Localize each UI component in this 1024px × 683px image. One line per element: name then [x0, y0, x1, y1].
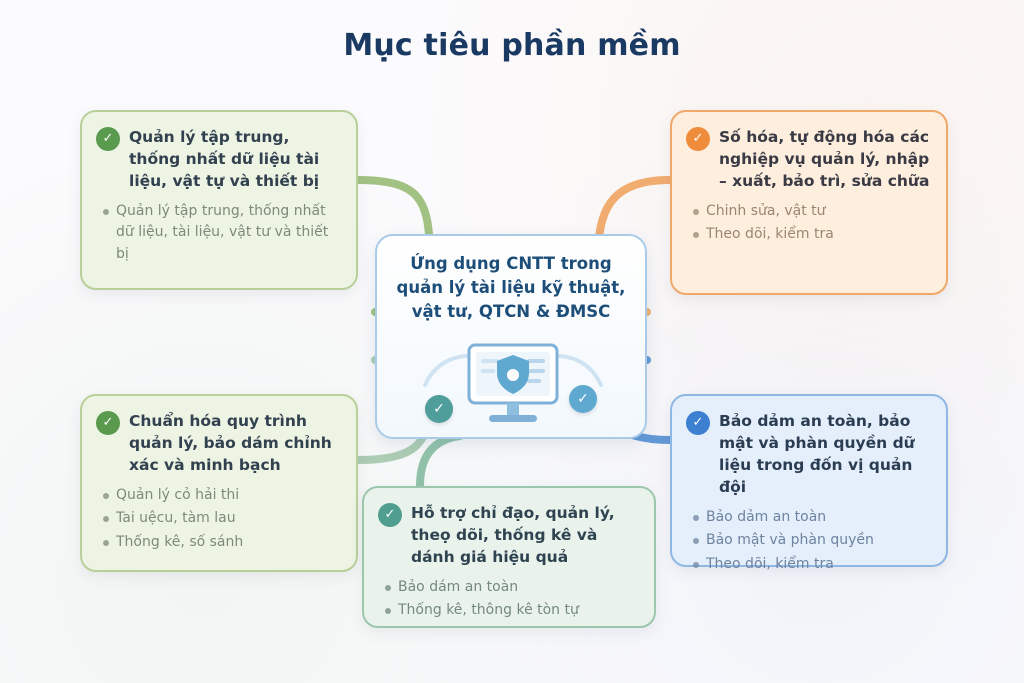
center-node-title: Ứng dụng CNTT trong quản lý tài liệu kỹ thuật, vật tư, QTCN & ĐMSC [396, 254, 626, 321]
list-item: Bảo dảm an toàn [706, 507, 930, 528]
center-node [375, 234, 647, 439]
card-bullet-list [96, 201, 340, 265]
list-item: Quản lý tập trung, thống nhất dữ liệu, tài liệu, vật tư và thiết bị [116, 201, 340, 265]
card-bullet-list [96, 485, 340, 553]
check-icon: ✓ [686, 127, 710, 151]
card-header [686, 410, 930, 498]
card-bullet-list [378, 577, 638, 622]
list-item: Theo dõi, kiểm tra [706, 554, 930, 575]
card-heading: Quản lý tập trung, thống nhất dữ liệu tài liệu, vật tự và thiết bị [129, 128, 320, 190]
card-header [378, 502, 638, 568]
card-bullet-list [686, 507, 930, 575]
page-title: Mục tiêu phần mềm [343, 28, 681, 63]
check-badge-right: ✓ [569, 385, 597, 413]
check-icon: ✓ [96, 127, 120, 151]
card-header [96, 126, 340, 192]
card-heading: Chuẩn hóa quy trình quản lý, bảo dám chỉnh xác và minh bạch [129, 412, 332, 474]
card-heading: Hỗ trợ chỉ đạo, quản lý, theọ dõi, thống kê và dánh giá hiệu quả [411, 504, 615, 566]
card-header [96, 410, 340, 476]
computer-illustration [377, 339, 645, 431]
card-so-hoa-tu-dong-hoa[interactable] [670, 110, 948, 295]
check-badge-left: ✓ [425, 395, 453, 423]
check-icon: ✓ [96, 411, 120, 435]
list-item: Thống kê, số sánh [116, 532, 340, 553]
card-heading: Bảo dảm an toàn, bảo mật và phàn quyền dữ liệu trong đốn vị quản đội [719, 412, 915, 496]
check-icon: ✓ [378, 503, 402, 527]
card-bullet-list [686, 201, 930, 246]
card-heading: Số hóa, tự động hóa các nghiệp vụ quản lý, nhập – xuất, bảo trì, sửa chữa [719, 128, 930, 190]
card-header [686, 126, 930, 192]
card-chuan-hoa-quy-trinh[interactable] [80, 394, 358, 572]
card-ho-tro-chi-dao[interactable] [362, 486, 656, 628]
card-quan-ly-tap-trung[interactable] [80, 110, 358, 290]
list-item: Bảo dám an toàn [398, 577, 638, 598]
list-item: Tai uệcu, tàm lau [116, 508, 340, 529]
list-item: Thống kê, thông kê tòn tự [398, 600, 638, 621]
list-item: Bảo mật và phàn quyền [706, 530, 930, 551]
list-item: Quản lý cỏ hải thi [116, 485, 340, 506]
check-icon: ✓ [686, 411, 710, 435]
list-item: Theo dõi, kiểm tra [706, 224, 930, 245]
card-bao-dam-an-toan[interactable] [670, 394, 948, 572]
list-item: Chinh sửa, vật tư [706, 201, 930, 222]
